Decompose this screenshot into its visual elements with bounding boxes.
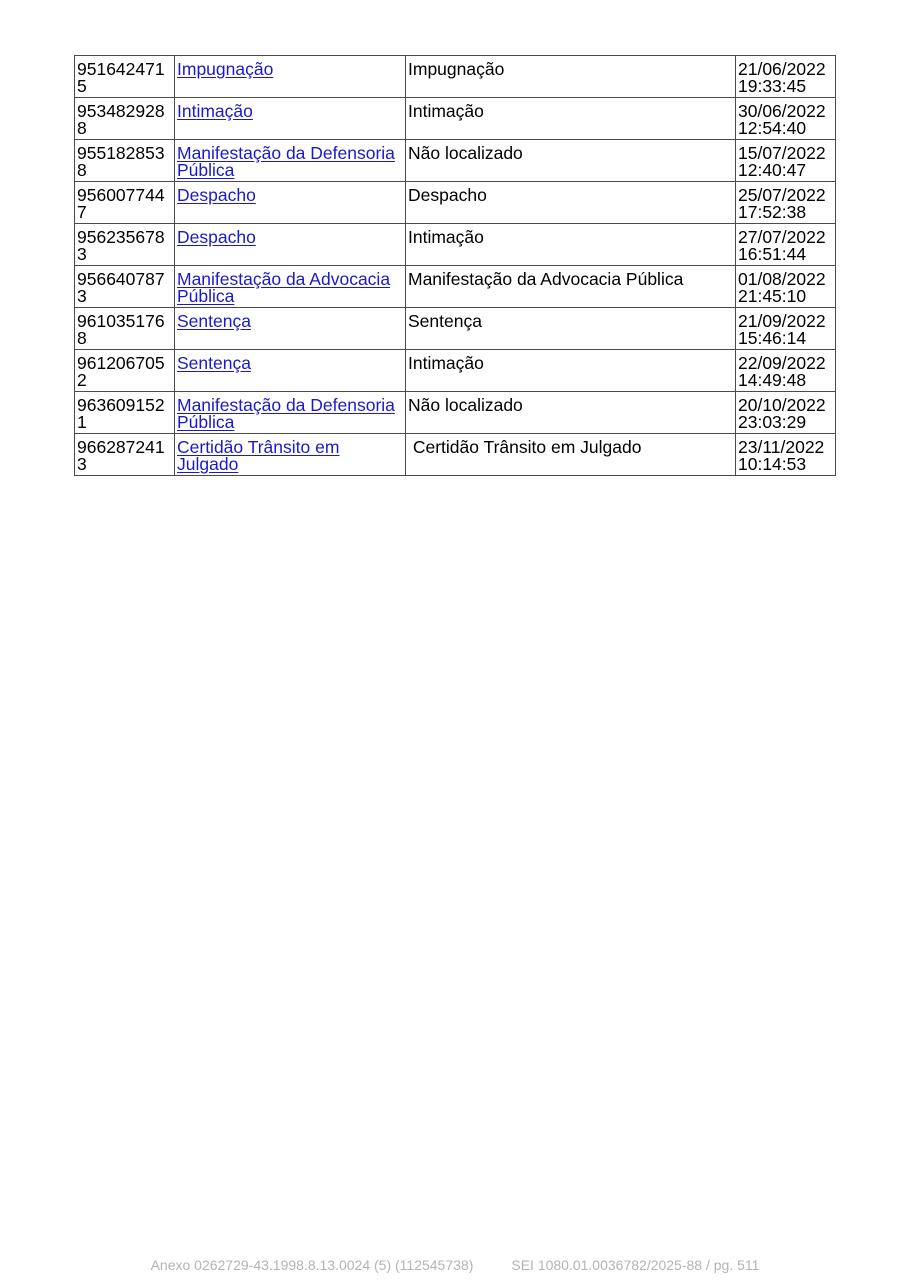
document-link[interactable]: Certidão Trânsito em Julgado [177, 437, 340, 474]
table-row [75, 266, 836, 308]
document-link[interactable]: Intimação [177, 101, 253, 121]
document-type-label: Intimação [408, 101, 484, 121]
time-value: 17:52:38 [738, 202, 807, 222]
document-type-label: Não localizado [408, 143, 523, 163]
time-value: 15:46:14 [738, 328, 807, 348]
time-value: 12:54:40 [738, 118, 807, 138]
document-link[interactable]: Manifestação da Defensoria Pública [177, 143, 395, 180]
date-cell [736, 308, 836, 350]
document-cell [175, 392, 406, 434]
date-value: 22/09/2022 [738, 353, 826, 373]
document-type-label: Despacho [408, 185, 487, 205]
time-value: 19:33:45 [738, 76, 807, 96]
documents-table [74, 55, 836, 476]
document-cell [175, 350, 406, 392]
document-id-cell: 9662872413 [75, 434, 175, 476]
table-row [75, 308, 836, 350]
time-value: 23:03:29 [738, 412, 807, 432]
date-value: 30/06/2022 [738, 101, 826, 121]
document-type-label: Manifestação da Advocacia Pública [408, 269, 684, 289]
document-id-cell: 9612067052 [75, 350, 175, 392]
documents-table-body [75, 56, 836, 476]
table-row [75, 182, 836, 224]
document-id-cell: 9560077447 [75, 182, 175, 224]
document-cell [175, 266, 406, 308]
date-cell [736, 266, 836, 308]
date-value: 15/07/2022 [738, 143, 826, 163]
document-cell [175, 140, 406, 182]
document-id-cell: 9516424715 [75, 56, 175, 98]
document-type-label: Intimação [408, 353, 484, 373]
date-cell [736, 56, 836, 98]
time-value: 10:14:53 [738, 454, 807, 474]
table-row [75, 140, 836, 182]
document-cell [175, 56, 406, 98]
document-type-cell [406, 392, 736, 434]
document-link[interactable]: Despacho [177, 227, 256, 247]
table-row [75, 98, 836, 140]
document-type-cell [406, 98, 736, 140]
time-value: 21:45:10 [738, 286, 807, 306]
table-row [75, 56, 836, 98]
document-type-cell [406, 224, 736, 266]
document-cell [175, 308, 406, 350]
document-type-cell [406, 350, 736, 392]
document-id-cell: 9562356783 [75, 224, 175, 266]
page-footer [0, 1257, 910, 1273]
document-cell [175, 182, 406, 224]
document-type-cell [406, 140, 736, 182]
document-cell [175, 224, 406, 266]
date-value: 21/09/2022 [738, 311, 826, 331]
document-type-label: Certidão Trânsito em Julgado [408, 437, 642, 457]
date-cell [736, 224, 836, 266]
document-type-cell [406, 56, 736, 98]
date-cell [736, 350, 836, 392]
table-row [75, 392, 836, 434]
date-value: 25/07/2022 [738, 185, 826, 205]
date-cell [736, 392, 836, 434]
document-link[interactable]: Despacho [177, 185, 256, 205]
document-type-cell [406, 266, 736, 308]
document-cell [175, 434, 406, 476]
document-id-cell: 9566407873 [75, 266, 175, 308]
date-value: 23/11/2022 [738, 437, 825, 457]
document-id-cell: 9636091521 [75, 392, 175, 434]
document-type-label: Não localizado [408, 395, 523, 415]
document-link[interactable]: Impugnação [177, 59, 274, 79]
document-link[interactable]: Manifestação da Advocacia Pública [177, 269, 391, 306]
footer-annex-reference: Anexo 0262729-43.1998.8.13.0024 (5) (112545738) [150, 1257, 474, 1273]
document-type-label: Impugnação [408, 59, 505, 79]
document-link[interactable]: Sentença [177, 311, 251, 331]
document-type-label: Intimação [408, 227, 484, 247]
document-id-cell: 9610351768 [75, 308, 175, 350]
document-link[interactable]: Manifestação da Defensoria Pública [177, 395, 395, 432]
date-value: 21/06/2022 [738, 59, 826, 79]
time-value: 14:49:48 [738, 370, 807, 390]
table-row [75, 434, 836, 476]
table-row [75, 350, 836, 392]
document-type-label: Sentença [408, 311, 482, 331]
date-cell [736, 140, 836, 182]
document-id-cell: 9551828538 [75, 140, 175, 182]
date-value: 01/08/2022 [738, 269, 826, 289]
document-type-cell [406, 308, 736, 350]
time-value: 16:51:44 [738, 244, 807, 264]
footer-sei-page-reference: SEI 1080.01.0036782/2025-88 / pg. 511 [511, 1257, 760, 1273]
document-cell [175, 98, 406, 140]
document-link[interactable]: Sentença [177, 353, 251, 373]
date-value: 20/10/2022 [738, 395, 826, 415]
time-value: 12:40:47 [738, 160, 807, 180]
document-id-cell: 9534829288 [75, 98, 175, 140]
date-cell [736, 182, 836, 224]
date-cell [736, 98, 836, 140]
document-type-cell [406, 182, 736, 224]
document-type-cell [406, 434, 736, 476]
date-cell [736, 434, 836, 476]
date-value: 27/07/2022 [738, 227, 826, 247]
table-row [75, 224, 836, 266]
